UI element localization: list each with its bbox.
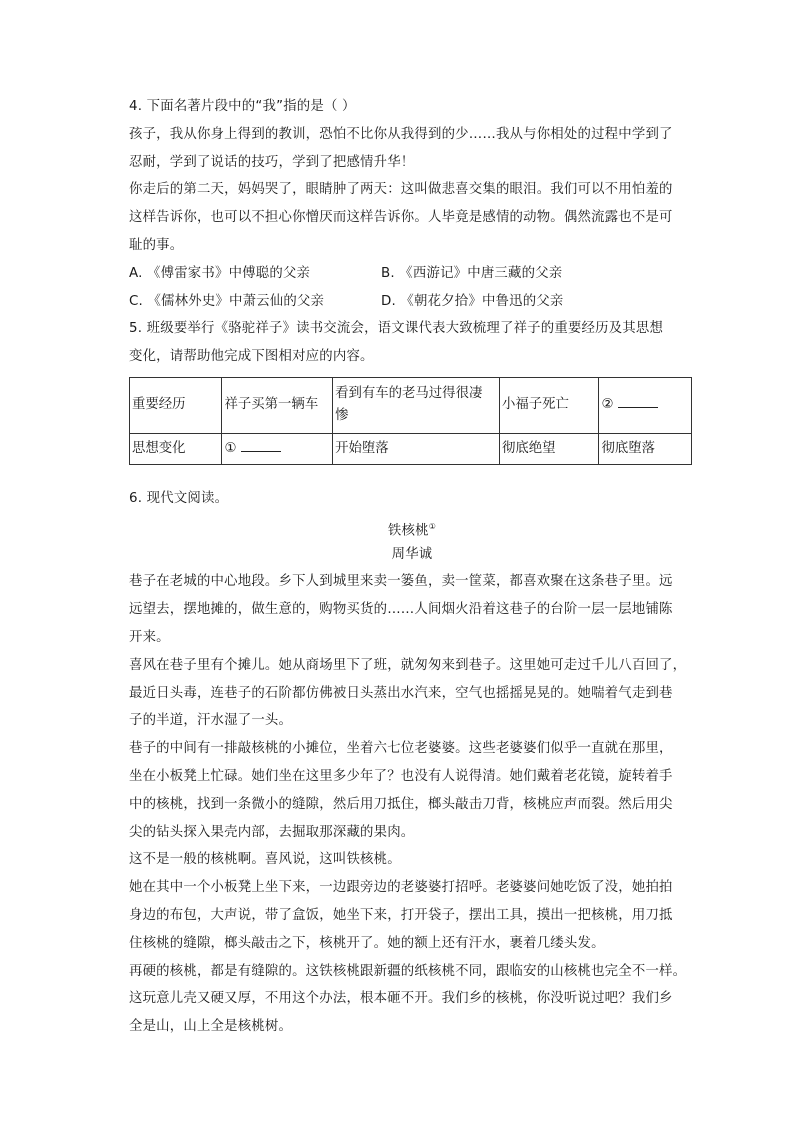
- article-title-text: 铁核桃: [387, 523, 429, 539]
- article-line: 坐在小板凳上忙碌。她们坐在这里多少年了？也没有人说得清。她们戴着老花镜，旋转着手: [129, 768, 673, 784]
- article-line: 全是山，山上全是核桃树。: [129, 1019, 293, 1035]
- option-a[interactable]: A. 《傅雷家书》中傅聪的父亲: [129, 265, 311, 281]
- article-line: 住核桃的缝隙，榔头敲击之下，核桃开了。她的额上还有汗水，裹着几缕头发。: [129, 935, 605, 951]
- article-line: 最近日头毒，连巷子的石阶都仿佛被日头蒸出水汽来，空气也摇摇晃晃的。她喘着气走到巷: [129, 685, 673, 701]
- article-line: 巷子在老城的中心地段。乡下人到城里来卖一篓鱼，卖一筐菜，都喜欢聚在这条巷子里。远: [129, 574, 673, 590]
- table-row-experience: [130, 377, 692, 433]
- q4-passage-line: 忍耐，学到了说话的技巧，学到了把感情升华！: [129, 154, 415, 170]
- q4-passage-line: 耻的事。: [129, 237, 184, 253]
- answer-blank-1[interactable]: [241, 438, 281, 452]
- footnote-mark: ①: [428, 521, 437, 531]
- q4-options-row-1: [129, 260, 695, 288]
- answer-blank-2[interactable]: [618, 394, 658, 408]
- cell-experience-3: 小福子死亡: [499, 377, 599, 433]
- article-line: 巷子的中间有一排敲核桃的小摊位，坐着六七位老婆婆。这些老婆婆们似乎一直就在那里，: [129, 741, 673, 757]
- cell-experience-4: [599, 377, 692, 433]
- article-title: [129, 513, 695, 541]
- cell-experience-2-line-2: 惨: [335, 408, 349, 424]
- article-author: 周华诚: [391, 546, 433, 562]
- q4-passage-line: 这样告诉你，也可以不担心你憎厌而这样告诉你。人毕竟是感情的动物。偶然流露也不是可: [129, 210, 673, 226]
- article-line: 尖的钻头探入果壳内部，去掘取那深藏的果肉。: [129, 824, 415, 840]
- option-d[interactable]: D. 《朝花夕拾》中鲁迅的父亲: [381, 293, 564, 309]
- article-line: 子的半道，汗水湿了一头。: [129, 713, 293, 729]
- question-6-stem: 6. 现代文阅读。: [129, 490, 229, 506]
- document-page: [129, 93, 695, 1041]
- question-5-stem: 5. 班级要举行《骆驼祥子》读书交流会，语文课代表大致梳理了祥子的重要经历及其思想: [129, 321, 664, 337]
- cell-thought-2: 开始堕落: [333, 433, 500, 464]
- cell-thought-1: [222, 433, 333, 464]
- article-line: 喜风在巷子里有个摊儿。她从商场里下了班，就匆匆来到巷子。这里她可走过千儿八百回了，: [129, 657, 687, 673]
- q4-passage-line: 孩子，我从你身上得到的教训，恐怕不比你从我得到的少……我从与你相处的过程中学到了: [129, 126, 673, 142]
- table-row-thought: [130, 433, 692, 464]
- article-line: 开来。: [129, 629, 170, 645]
- question-4-stem: 4. 下面名著片段中的“我”指的是（ ）: [129, 99, 356, 114]
- article-line: 再硬的核桃，都是有缝隙的。这铁核桃跟新疆的纸核桃不同，跟临安的山核桃也完全不一样。: [129, 963, 687, 979]
- q4-options-row-2: [129, 288, 695, 316]
- question-5-stem-cont: 变化，请帮助他完成下图相对应的内容。: [129, 349, 374, 365]
- row-header-thought: 思想变化: [130, 433, 222, 464]
- article-line: 这玩意儿壳又硬又厚，不用这个办法，根本砸不开。我们乡的核桃，你没听说过吧？我们乡: [129, 991, 673, 1007]
- cell-thought-3: 彻底绝望: [499, 433, 599, 464]
- cell-thought-4: 彻底堕落: [599, 433, 692, 464]
- article-line: 中的核桃，找到一条微小的缝隙，然后用刀抵住，榔头敲击刀背，核桃应声而裂。然后用尖: [129, 796, 673, 812]
- xiangzi-table: [129, 377, 692, 465]
- article-line: 这不是一般的核桃啊。喜风说，这叫铁核桃。: [129, 852, 401, 868]
- article-line: 远望去，摆地摊的，做生意的，购物买货的……人间烟火沿着这巷子的台阶一层一层地铺陈: [129, 602, 673, 618]
- blank-marker-2: ②: [601, 397, 614, 413]
- cell-experience-2: [333, 377, 500, 433]
- row-header-experience: 重要经历: [130, 377, 222, 433]
- blank-marker-1: ①: [224, 440, 237, 456]
- cell-experience-1: 祥子买第一辆车: [222, 377, 333, 433]
- q4-passage-line: 你走后的第二天，妈妈哭了，眼睛肿了两天：这叫做悲喜交集的眼泪。我们可以不用怕羞的: [129, 182, 673, 198]
- option-c[interactable]: C. 《儒林外史》中萧云仙的父亲: [129, 293, 325, 309]
- cell-experience-2-line-1: 看到有车的老马过得很凄: [335, 386, 483, 402]
- option-b[interactable]: B. 《西游记》中唐三藏的父亲: [381, 265, 563, 281]
- article-line: 身边的布包，大声说，带了盒饭，她坐下来，打开袋子，摆出工具，摸出一把核桃，用刀抵: [129, 907, 673, 923]
- article-line: 她在其中一个小板凳上坐下来，一边跟旁边的老婆婆打招呼。老婆婆问她吃饭了没，她拍拍: [129, 880, 673, 896]
